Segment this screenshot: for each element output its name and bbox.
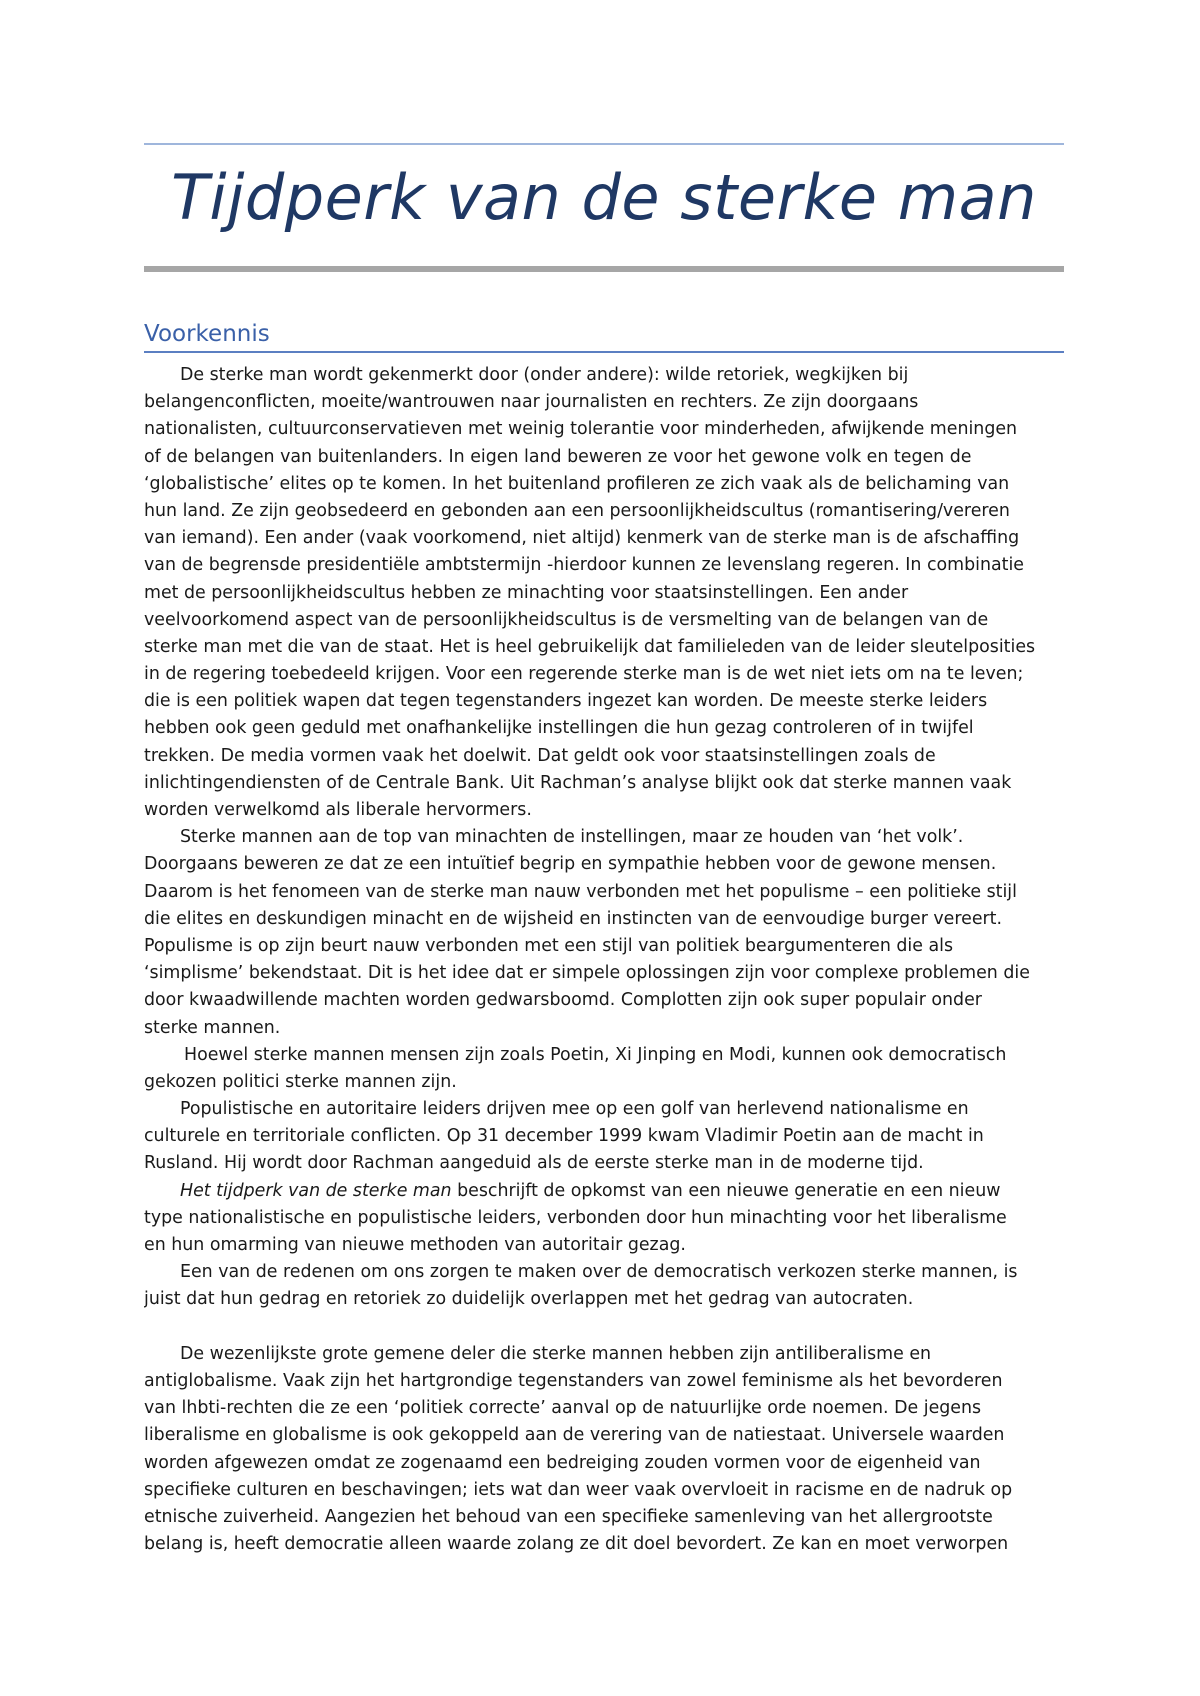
book-title-italic: Het tijdperk van de sterke man [180, 1180, 452, 1201]
text-line: type nationalistische en populistische leiders, verbonden door hun minachting voor het liberalisme [144, 1207, 1007, 1228]
blank-line [144, 1314, 1064, 1341]
text-line: sterke man met die van de staat. Het is heel gebruikelijk dat familieleden van de leider sleutelposities [144, 636, 1036, 657]
document-title: Tijdperk van de sterke man [171, 161, 1037, 234]
title-rule [144, 266, 1064, 272]
text-line [144, 1178, 1064, 1205]
text-line: door kwaadwillende machten worden gedwarsboomd. Complotten zijn ook super populair onder [144, 990, 982, 1011]
top-rule [144, 143, 1064, 145]
text-line: inlichtingendiensten of de Centrale Bank. Uit Rachman’s analyse blijkt ook dat sterke mannen vaak [144, 772, 1012, 793]
text-line: culturele en territoriale conflicten. Op 31 december 1999 kwam Vladimir Poetin aan de macht in [144, 1126, 984, 1147]
text-line: worden afgewezen omdat ze zogenaamd een bedreiging zouden vormen voor de eigenheid van [144, 1452, 981, 1473]
text-line: gekozen politici sterke mannen zijn. [144, 1071, 457, 1092]
text-line: Populisme is op zijn beurt nauw verbonden met een stijl van politiek beargumenteren die als [144, 935, 954, 956]
text-line-rest: beschrijft de opkomst van een nieuwe generatie en een nieuw [457, 1180, 1001, 1201]
text-line: ‘simplisme’ bekendstaat. Dit is het idee dat er simpele oplossingen zijn voor complexe problemen die [144, 963, 1030, 984]
document-page [144, 0, 1064, 1696]
text-line: worden verwelkomd als liberale hervormers. [144, 800, 532, 820]
text-line: of de belangen van buitenlanders. In eigen land beweren ze voor het gewone volk en tegen de [144, 446, 972, 467]
text-line: specifieke culturen en beschavingen; iets wat dan weer vaak overvloeit in racisme en de nadruk op [144, 1479, 1013, 1500]
text-line: veelvoorkomend aspect van de persoonlijkheidscultus is de versmelting van de belangen van de [144, 609, 989, 630]
text-line: sterke mannen. [144, 1017, 281, 1038]
text-line: De wezenlijkste grote gemene deler die sterke mannen hebben zijn antiliberalisme en [180, 1343, 932, 1364]
text-line: Rusland. Hij wordt door Rachman aangeduid als de eerste sterke man in de moderne tijd. [144, 1153, 924, 1174]
text-line: van de begrensde presidentiële ambtstermijn -hierdoor kunnen ze levenslang regeren. In combinatie [144, 555, 1024, 576]
text-line: Een van de redenen om ons zorgen te maken over de democratisch verkozen sterke mannen, is [180, 1262, 1018, 1283]
text-line: hebben ook geen geduld met onafhankelijke instellingen die hun gezag controleren of in twijfel [144, 718, 974, 739]
text-line: die elites en deskundigen minacht en de wijsheid en instincten van de eenvoudige burger vereert. [144, 908, 1003, 929]
text-line: ‘globalistische’ elites op te komen. In het buitenland profileren ze zich vaak als de belichaming van [144, 473, 1010, 494]
text-line: antiglobalisme. Vaak zijn het hartgrondige tegenstanders van zowel feminisme als het bevorderen [144, 1370, 1003, 1391]
text-line: De sterke man wordt gekenmerkt door (onder andere): wilde retoriek, wegkijken bij [180, 365, 909, 385]
text-line: etnische zuiverheid. Aangezien het behoud van een specifieke samenleving van het allergrootste [144, 1506, 993, 1527]
body-text [144, 362, 1064, 1558]
text-line: nationalisten, cultuurconservatieven met weinig tolerantie voor minderheden, afwijkende meningen [144, 419, 1018, 440]
text-line: met de persoonlijkheidscultus hebben ze minachting voor staatsinstellingen. Een ander [144, 582, 909, 603]
text-line: hun land. Ze zijn geobsedeerd en gebonden aan een persoonlijkheidscultus (romantisering/vereren [144, 500, 1010, 521]
text-line: belang is, heeft democratie alleen waarde zolang ze dit doel bevordert. Ze kan en moet verworpen [144, 1534, 1009, 1555]
heading-rule [144, 351, 1064, 353]
text-line: van iemand). Een ander (vaak voorkomend, niet altijd) kenmerk van de sterke man is de afschaffing [144, 528, 1020, 549]
text-line: Daarom is het fenomeen van de sterke man nauw verbonden met het populisme – een politieke stijl [144, 881, 1017, 902]
text-line: in de regering toebedeeld krijgen. Voor een regerende sterke man is de wet niet iets om na te leven; [144, 664, 1024, 685]
text-line: liberalisme en globalisme is ook gekoppeld aan de verering van de natiestaat. Universele waarden [144, 1425, 1005, 1446]
text-line: Sterke mannen aan de top van minachten de instellingen, maar ze houden van ‘het volk’. [180, 827, 964, 848]
text-line: en hun omarming van nieuwe methoden van autoritair gezag. [144, 1235, 686, 1255]
text-line: die is een politiek wapen dat tegen tegenstanders ingezet kan worden. De meeste sterke leiders [144, 691, 988, 712]
text-line: juist dat hun gedrag en retoriek zo duidelijk overlappen met het gedrag van autocraten. [144, 1289, 914, 1310]
text-line: van lhbti-rechten die ze een ‘politiek correcte’ aanval op de natuurlijke orde noemen. De jegens [144, 1398, 982, 1419]
text-line: belangenconflicten, moeite/wantrouwen naar journalisten en rechters. Ze zijn doorgaans [144, 392, 919, 413]
section-heading-voorkennis: Voorkennis [144, 321, 270, 347]
text-line: trekken. De media vormen vaak het doelwit. Dat geldt ook voor staatsinstellingen zoals de [144, 745, 936, 766]
text-line: Hoewel sterke mannen mensen zijn zoals Poetin, Xi Jinping en Modi, kunnen ook democratisch [184, 1044, 1007, 1065]
text-line: Doorgaans beweren ze dat ze een intuïtief begrip en sympathie hebben voor de gewone mensen. [144, 854, 997, 875]
text-line: Populistische en autoritaire leiders drijven mee op een golf van herlevend nationalisme en [180, 1099, 969, 1120]
